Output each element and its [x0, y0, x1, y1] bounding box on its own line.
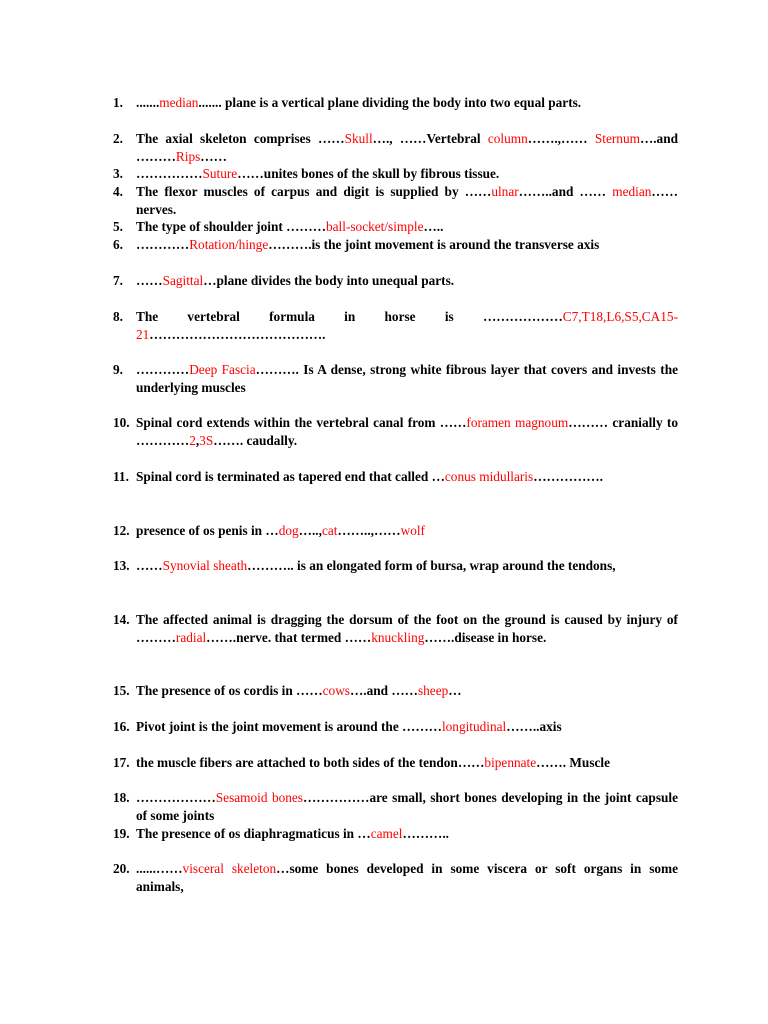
question-8	[113, 308, 678, 344]
answer-text: dog	[278, 523, 299, 538]
answer-text: 2	[189, 433, 196, 448]
prompt-text: ……unites bones of the skull by fibrous tissue.	[237, 166, 500, 181]
question-text	[136, 414, 678, 450]
question-text	[136, 718, 678, 736]
question-text	[136, 754, 678, 772]
prompt-text: The affected animal is dragging the dorsum of the foot on the ground is caused by injury of ………	[136, 612, 678, 645]
prompt-text: …….nerve. that termed ……	[206, 630, 372, 645]
question-19	[113, 825, 678, 843]
question-number: 11.	[113, 469, 129, 484]
question-10	[113, 414, 678, 450]
answer-text: 3S	[199, 433, 214, 448]
prompt-text: ….and ………	[136, 131, 678, 164]
answer-text: conus midullaris	[444, 469, 534, 484]
prompt-text: The type of shoulder joint ………	[136, 219, 326, 234]
answer-text: Deep Fascia	[189, 362, 256, 377]
question-number: 10.	[113, 415, 130, 430]
question-7	[113, 272, 678, 290]
answer-text: Suture	[202, 166, 238, 181]
prompt-text: …	[448, 683, 462, 698]
question-text	[136, 218, 678, 236]
prompt-text: ……..and ……	[518, 184, 613, 199]
answer-text: median	[612, 184, 652, 199]
question-11	[113, 468, 678, 486]
prompt-text: ……	[200, 149, 227, 164]
question-20	[113, 860, 678, 896]
question-number: 20.	[113, 861, 130, 876]
answer-text: cat	[321, 523, 338, 538]
question-text	[136, 308, 678, 344]
question-5	[113, 218, 678, 236]
question-text	[136, 130, 678, 166]
prompt-text: ……	[136, 558, 163, 573]
question-text	[136, 183, 678, 219]
question-number: 16.	[113, 719, 130, 734]
answer-text: Rotation/hinge	[189, 237, 269, 252]
question-number: 14.	[113, 612, 130, 627]
answer-text: sheep	[417, 683, 449, 698]
question-number: 1.	[113, 95, 123, 110]
answer-text: longitudinal	[441, 719, 507, 734]
question-15	[113, 682, 678, 700]
answer-text: column	[487, 131, 528, 146]
answer-text: Rips	[175, 149, 201, 164]
prompt-text: ……………are small, short bones developing in the joint capsule of some joints	[136, 790, 678, 823]
prompt-text: ……..axis	[506, 719, 562, 734]
answer-text: visceral skeleton	[182, 861, 277, 876]
prompt-text: ……… cranially to …………	[136, 415, 679, 448]
answer-text: Sesamoid bones	[215, 790, 303, 805]
question-number: 4.	[113, 184, 123, 199]
answer-text: knuckling	[371, 630, 425, 645]
prompt-text: The presence of os diaphragmaticus in …	[136, 826, 371, 841]
prompt-text: The vertebral formula in horse is ………………	[136, 309, 563, 324]
question-number: 7.	[113, 273, 123, 288]
prompt-text: The flexor muscles of carpus and digit is supplied by ……	[136, 184, 492, 199]
prompt-text: ……….. is an elongated form of bursa, wrap around the tendons,	[247, 558, 616, 573]
question-text	[136, 165, 678, 183]
prompt-text: ….and ……	[349, 683, 418, 698]
answer-text: foramen magnoum	[466, 415, 569, 430]
prompt-text: ……..,……	[337, 523, 401, 538]
prompt-text: The axial skeleton comprises ……	[136, 131, 345, 146]
question-2	[113, 130, 678, 166]
prompt-text: …., ……Vertebral	[372, 131, 488, 146]
prompt-text: …………….	[533, 469, 603, 484]
question-number: 19.	[113, 826, 130, 841]
question-6	[113, 236, 678, 254]
answer-text: ball-socket/simple	[326, 219, 424, 234]
question-text	[136, 860, 678, 896]
answer-text: ulnar	[491, 184, 519, 199]
question-3	[113, 165, 678, 183]
prompt-text: The presence of os cordis in ……	[136, 683, 323, 698]
prompt-text: …………	[136, 362, 190, 377]
answer-text: radial	[175, 630, 207, 645]
prompt-text: .......	[136, 95, 160, 110]
question-text	[136, 611, 678, 647]
question-text	[136, 682, 678, 700]
answer-text: Synovial sheath	[162, 558, 248, 573]
answer-text: C7,T18,L6,S5,CA15-21	[136, 309, 678, 342]
answer-text: bipennate	[484, 755, 537, 770]
answer-text: median	[159, 95, 199, 110]
prompt-text: ……….is the joint movement is around the transverse axis	[268, 237, 600, 252]
prompt-text: …….,……	[527, 131, 595, 146]
prompt-text: …………	[136, 237, 190, 252]
question-14	[113, 611, 678, 647]
question-number: 18.	[113, 790, 130, 805]
answer-text: wolf	[400, 523, 425, 538]
question-number: 8.	[113, 309, 123, 324]
prompt-text: ……………	[136, 166, 203, 181]
question-text	[136, 236, 678, 254]
question-1	[113, 94, 678, 112]
question-4	[113, 183, 678, 219]
question-number: 5.	[113, 219, 123, 234]
prompt-text: ,	[195, 433, 200, 448]
question-text	[136, 789, 678, 825]
prompt-text: ……. Muscle	[536, 755, 610, 770]
question-text	[136, 522, 678, 540]
prompt-text: ……. caudally.	[213, 433, 298, 448]
answer-text: Skull	[344, 131, 373, 146]
answer-text: Sagittal	[162, 273, 204, 288]
question-number: 12.	[113, 523, 130, 538]
question-13	[113, 557, 678, 575]
question-number: 9.	[113, 362, 123, 377]
question-number: 17.	[113, 755, 130, 770]
question-number: 3.	[113, 166, 123, 181]
prompt-text: Spinal cord is terminated as tapered end that called …	[136, 469, 445, 484]
question-number: 13.	[113, 558, 130, 573]
prompt-text: ……	[136, 273, 163, 288]
prompt-text: ………. Is A dense, strong white fibrous layer that covers and invests the underlying muscles	[136, 362, 678, 395]
question-number: 6.	[113, 237, 123, 252]
question-18	[113, 789, 678, 825]
question-12	[113, 522, 678, 540]
prompt-text: …….disease in horse.	[424, 630, 547, 645]
question-text	[136, 361, 678, 397]
question-text	[136, 272, 678, 290]
prompt-text: …..	[423, 219, 444, 234]
prompt-text: the muscle fibers are attached to both sides of the tendon……	[136, 755, 485, 770]
prompt-text: Pivot joint is the joint movement is around the ………	[136, 719, 442, 734]
prompt-text: ……nerves.	[136, 184, 678, 217]
prompt-text: …plane divides the body into unequal parts.	[203, 273, 455, 288]
prompt-text: Spinal cord extends within the vertebral canal from ……	[136, 415, 467, 430]
prompt-text: ......……	[136, 861, 183, 876]
prompt-text: ………………………………….	[149, 327, 326, 342]
question-number: 15.	[113, 683, 130, 698]
question-16	[113, 718, 678, 736]
question-number: 2.	[113, 131, 123, 146]
question-text	[136, 557, 678, 575]
prompt-text: …some bones developed in some viscera or soft organs in some animals,	[136, 861, 679, 894]
question-text	[136, 825, 678, 843]
question-text	[136, 468, 678, 486]
prompt-text: ………..	[402, 826, 449, 841]
prompt-text: …..,	[298, 523, 322, 538]
question-9	[113, 361, 678, 397]
question-text	[136, 94, 678, 112]
question-17	[113, 754, 678, 772]
prompt-text: ………………	[136, 790, 216, 805]
prompt-text: presence of os penis in …	[136, 523, 279, 538]
answer-text: camel	[370, 826, 403, 841]
answer-text: Sternum	[594, 131, 640, 146]
answer-text: cows	[322, 683, 350, 698]
prompt-text: ....... plane is a vertical plane dividing the body into two equal parts.	[198, 95, 582, 110]
